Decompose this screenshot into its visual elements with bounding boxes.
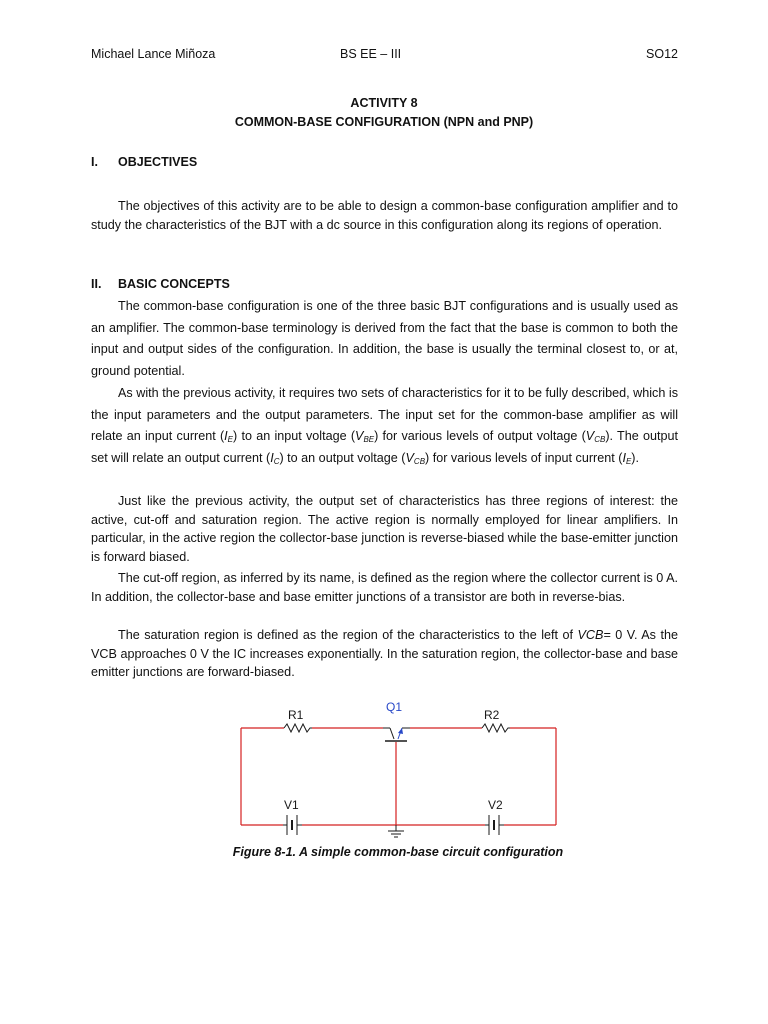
battery-v1: [283, 815, 302, 835]
basic-concepts-number: II.: [91, 277, 102, 291]
figure-caption: Figure 8-1. A simple common-base circuit configuration: [232, 845, 564, 859]
header-author: Michael Lance Miñoza: [91, 47, 216, 61]
transistor-q1: [383, 728, 410, 741]
common-base-circuit-diagram: [230, 695, 570, 845]
basic-concepts-paragraph-4: The cut-off region, as inferred by its name, is defined as the region where the collector current is 0 A. In addition, the collector-base and base emitter junctions of a transistor are both in reverse-bias.: [91, 571, 678, 604]
resistor-r2: [482, 724, 510, 732]
symbol-ic: $I_C$: [270, 450, 280, 466]
label-r1: R1: [288, 708, 304, 722]
objectives-number: I.: [91, 155, 98, 169]
label-q1: Q1: [386, 700, 403, 714]
label-v1: V1: [284, 798, 299, 812]
basic-concepts-heading-text: BASIC CONCEPTS: [118, 277, 230, 291]
activity-title: ACTIVITY 8: [350, 96, 418, 110]
symbol-vcb: $V_{CB}$: [405, 450, 426, 466]
header-section: SO12: [646, 47, 678, 61]
label-v2: V2: [488, 798, 503, 812]
header-course: BS EE – III: [340, 47, 402, 61]
symbol-ie: $I_E$: [224, 429, 234, 445]
objectives-heading-text: OBJECTIVES: [118, 155, 198, 169]
symbol-vbe: $V_{BE}$: [355, 429, 375, 445]
basic-concepts-heading: [91, 277, 230, 291]
symbol-vcb: $V_{CB}$: [585, 429, 606, 445]
symbol-vcb-equals: VCB=: [577, 628, 611, 642]
ground-icon: [388, 825, 404, 837]
basic-concepts-paragraph-2: As with the previous activity, it requires two sets of characteristics for it to be fully described, which is the input parameters and the output parameters. The input set for the common-base amplifier as will relate an input current $(I_E)$ to an input voltage $(V_{BE})$ for various levels of output voltage $(V_{CB})$. The output set will relate an output current $(I_C)$ to an output voltage $(V_{CB})$ for various levels of input current $(I_E)$.: [91, 386, 678, 466]
activity-subtitle: COMMON-BASE CONFIGURATION (NPN and PNP): [234, 115, 534, 129]
basic-concepts-paragraph-1: The common-base configuration is one of the three basic BJT configurations and is usually used as an amplifier. The common-base terminology is derived from the fact that the base is common to both the input and output sides of the configuration. In addition, the base is usually the terminal closest to, or at, ground potential.: [91, 299, 678, 378]
emitter-arrow-icon: [398, 728, 403, 734]
objectives-heading: [91, 155, 197, 169]
resistor-r1: [284, 724, 312, 732]
basic-concepts-paragraph-3: Just like the previous activity, the output set of characteristics has three regions of interest: the active, cut-off and saturation region. The active region is normally employed for linear amplifiers. In particular, in the active region the collector-base junction is reverse-biased while the base-emitter junction is forward biased.: [91, 494, 678, 564]
label-r2: R2: [484, 708, 500, 722]
basic-concepts-paragraph-5: The saturation region is defined as the region of the characteristics to the left of VCB= 0 V. As the VCB approaches 0 V the IC increases exponentially. In the saturation region, the collector-base and base emitter junctions are forward-biased.: [91, 628, 678, 680]
objectives-paragraph: The objectives of this activity are to be able to design a common-base configuration amplifier and to study the characteristics of the BJT with a dc source in this configuration along its regions of operation.: [91, 199, 678, 232]
battery-v2: [485, 815, 504, 835]
symbol-ie: $I_E$: [622, 450, 632, 466]
